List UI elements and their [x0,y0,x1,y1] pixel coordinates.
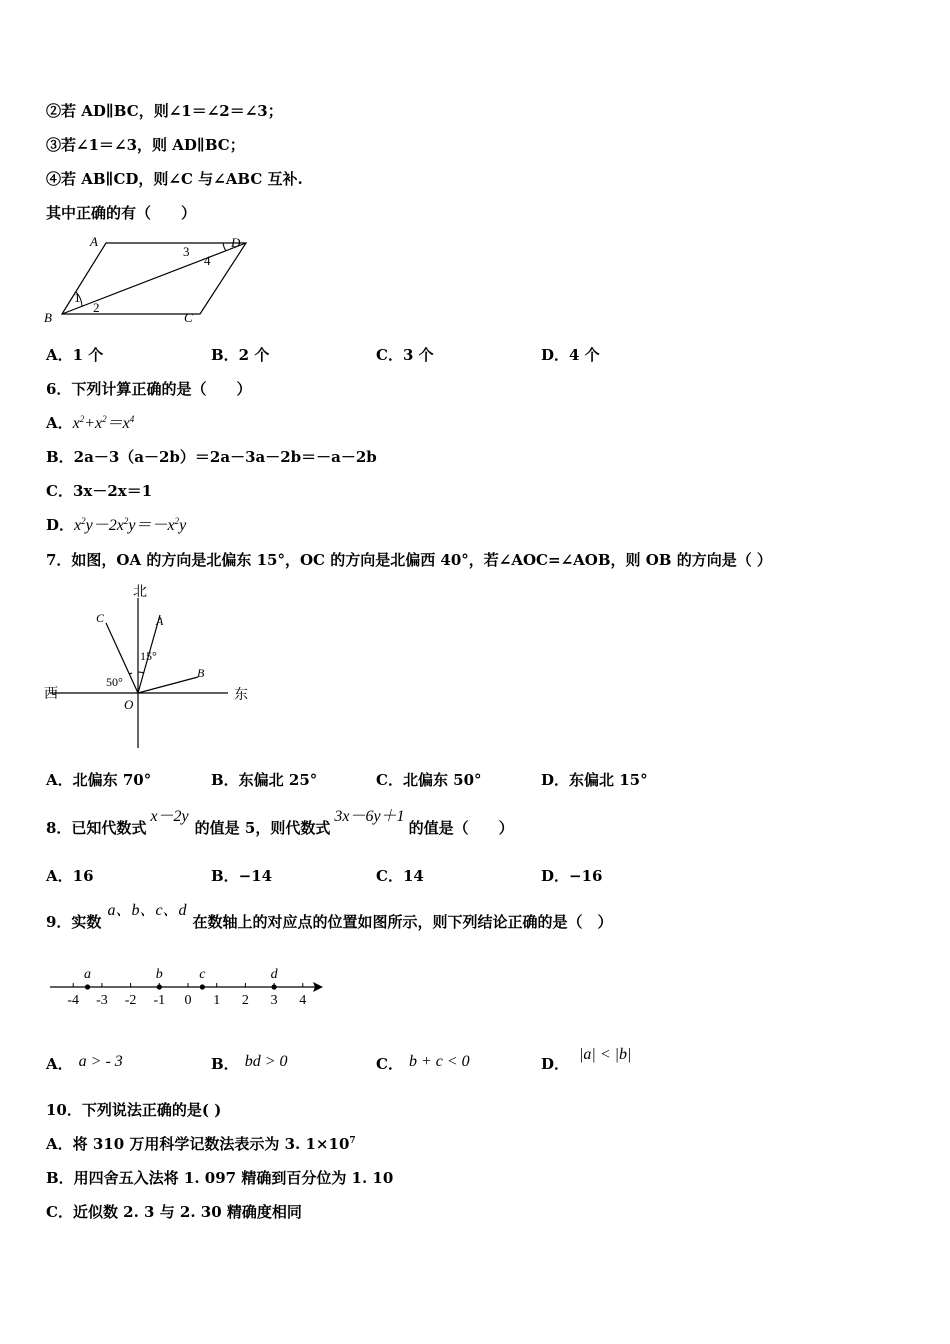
point-b-dot [157,984,162,989]
point-c-label: c [199,967,206,982]
q8-expression-2: 3x－6y＋1 [334,808,405,825]
tick-label: 2 [241,993,249,1008]
q10-stem: 10．下列说法正确的是( ) [46,1101,222,1119]
angle-15-label: 15° [140,649,157,663]
q6-option-a-label: A． [46,414,73,432]
q8-expression-1: x－2y [150,808,189,825]
angle-4-label: 4 [204,253,211,268]
q8-option-c[interactable]: C．14 [376,867,424,885]
q6-option-c[interactable]: C．3x－2x＝1 [46,482,153,500]
q9-option-b-label: B． [211,1055,239,1073]
point-a-dot [85,984,90,989]
point-c-dot [200,984,205,989]
q10-option-b[interactable]: B．用四舍五入法将 1. 097 精确到百分位为 1. 10 [46,1169,394,1187]
q8-part-3: 的值是（ ） [408,819,514,837]
tick-label: 1 [213,993,221,1008]
q8-option-d[interactable]: D．−16 [541,867,603,885]
q7-compass-figure [40,578,260,753]
q8-option-a[interactable]: A．16 [46,867,94,885]
tick-label: -4 [67,993,80,1008]
angle-1-label: 1 [74,290,81,305]
q9-option-b-math: bd > 0 [244,1053,288,1070]
q5-option-a[interactable]: A．1 个 [46,346,104,364]
tick-label: 4 [299,993,307,1008]
q9-option-c-math: b + c < 0 [408,1053,470,1070]
q9-option-d[interactable] [541,1046,632,1075]
q5-option-b[interactable]: B．2 个 [211,346,270,364]
q10-option-c[interactable]: C．近似数 2. 3 与 2. 30 精确度相同 [46,1203,302,1221]
q6-option-d-math: $x^2y-2x^2y=-x^2y$ [74,516,187,534]
q9-option-d-label: D． [541,1055,570,1073]
tick-label: 3 [270,993,278,1008]
q6-option-d[interactable] [46,515,186,536]
west-label: 西 [44,687,58,702]
angle-50-label: 50° [106,675,123,689]
tick-label: -1 [153,993,166,1008]
angle-3-label: 3 [183,244,190,259]
q9-part-2: 在数轴上的对应点的位置如图所示，则下列结论正确的是（ ） [192,913,613,931]
q5-parallelogram-figure [40,230,260,330]
q8-part-1: 8．已知代数式 [46,819,147,837]
point-d-dot [272,984,277,989]
tick-label: -3 [96,993,108,1008]
q8-option-b[interactable]: B．−14 [211,867,273,885]
q5-ask: 其中正确的有（ ） [46,204,197,222]
q5-option-c[interactable]: C．3 个 [376,346,434,364]
q9-number-line [45,958,330,1013]
vertex-a-label: A [90,234,98,249]
q7-option-c[interactable]: C．北偏东 50° [376,771,482,789]
q6-option-a-math: $x^2+x^2=x^4$ [72,414,135,432]
point-a-label: a [84,967,92,982]
ray-a-label: A [156,614,164,628]
q10-option-a[interactable] [46,1134,356,1154]
origin-o-label: O [124,697,134,712]
point-b-label: b [155,967,163,982]
q9-option-a-label: A． [46,1055,73,1073]
q10-option-a-exponent: 7 [349,1136,356,1146]
q5-option-d[interactable]: D．4 个 [541,346,600,364]
north-label: 北 [133,585,147,600]
ray-b-label: B [197,666,205,680]
tick-label: 0 [184,993,192,1008]
point-d-label: d [270,967,278,982]
q9-option-c-label: C． [376,1055,403,1073]
q9-part-1: 9．实数 [46,913,102,931]
q8-stem [46,808,514,839]
q6-stem: 6．下列计算正确的是（ ） [46,380,252,398]
vertex-b-label: B [44,310,52,325]
q9-option-a[interactable] [46,1054,123,1075]
q8-part-2: 的值是 5，则代数式 [194,819,331,837]
angle-2-label: 2 [93,300,100,315]
q7-option-a[interactable]: A．北偏东 70° [46,771,152,789]
tick-label: -2 [124,993,137,1008]
vertex-c-label: C [184,310,193,325]
q7-option-b[interactable]: B．东偏北 25° [211,771,318,789]
east-label: 东 [234,688,248,703]
q5-statement-4: ④若 AB∥CD，则∠C 与∠ABC 互补. [46,170,303,188]
q9-stem [46,902,613,933]
q7-option-d[interactable]: D．东偏北 15° [541,771,648,789]
q5-statement-3: ③若∠1＝∠3，则 AD∥BC； [46,136,245,154]
q9-variables: a、b、c、d [107,902,187,919]
q6-option-b[interactable]: B．2a－3（a－2b）＝2a－3a－2b＝－a－2b [46,448,377,466]
q9-option-c[interactable] [376,1054,470,1075]
q6-option-d-label: D． [46,516,75,534]
q6-option-a[interactable] [46,413,134,434]
ray-c-label: C [96,611,105,625]
q9-option-b[interactable] [211,1054,287,1075]
q7-stem: 7．如图，OA 的方向是北偏东 15°，OC 的方向是北偏西 40°，若∠AOC=∠AOB，则 OB 的方向是（ ） [46,551,772,569]
q10-option-a-text: A．将 310 万用科学记数法表示为 3. 1×10 [46,1135,350,1153]
vertex-d-label: D [231,235,241,250]
q9-option-d-math: |a| < |b| [579,1046,632,1063]
q5-statement-2: ②若 AD∥BC，则∠1＝∠2＝∠3； [46,102,283,120]
q9-option-a-math: a > - 3 [78,1053,123,1070]
